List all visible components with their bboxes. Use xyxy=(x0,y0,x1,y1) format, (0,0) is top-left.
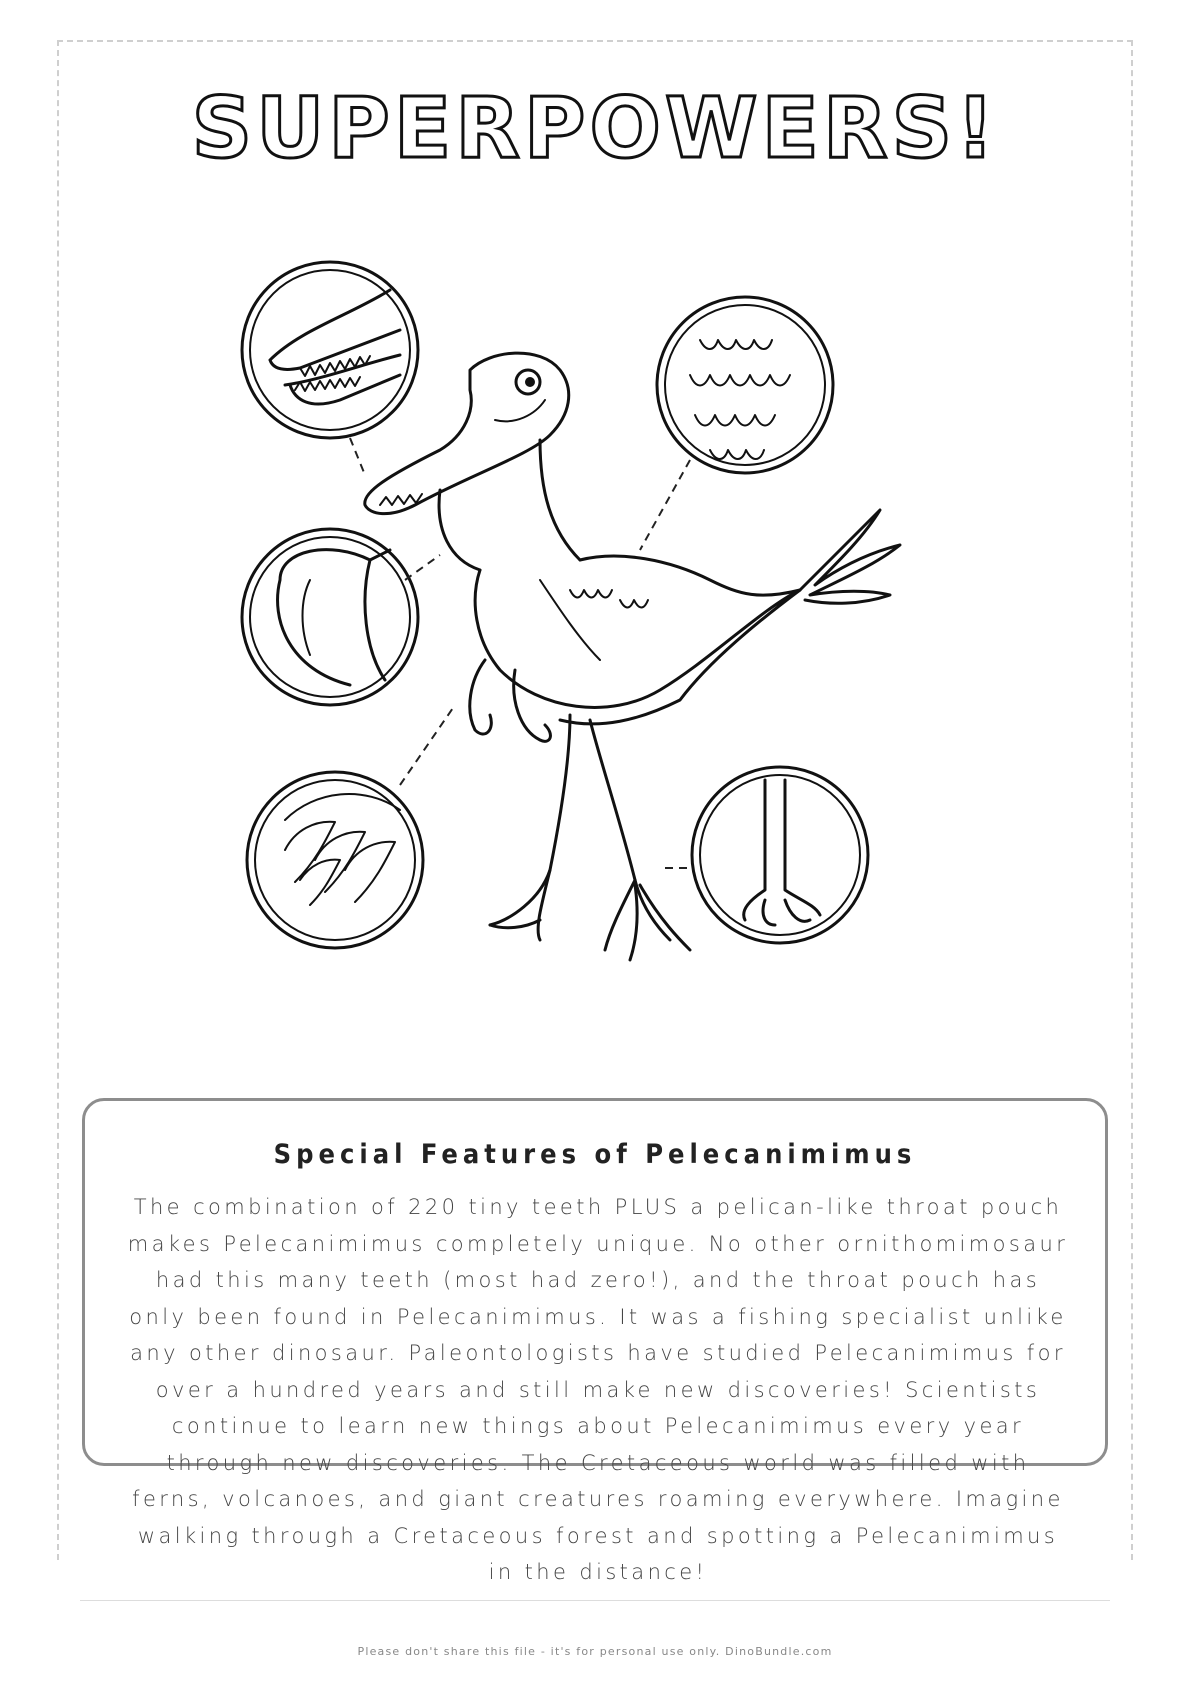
pelecanimimus-illustration xyxy=(240,260,960,1060)
foot-callout-icon xyxy=(692,767,868,943)
dinosaur-outline xyxy=(365,353,900,960)
info-text: The combination of 220 tiny teeth PLUS a pelican-like throat pouch makes Pelecanimimus completely unique. No other ornithomimosaur had this many teeth (most had zero!), and the throat pouch has only been found in Pelecanimimus. It was a fishing specialist unlike any other dinosaur. Paleontologists have studied Pelecanimimus for over a hundred years and still make new discoveries! Scientists continue to learn new things about Pelecanimimus every year through new discoveries. The Cretaceous world was filled with ferns, volcanoes, and giant creatures roaming everywhere. Imagine walking through a Cretaceous forest and spotting a Pelecanimimus in the distance! xyxy=(127,1195,1069,1584)
teeth-callout-icon xyxy=(242,262,418,438)
wing-feathers-callout-icon xyxy=(247,772,423,948)
info-title: Special Features of Pelecanimimus xyxy=(273,1139,917,1170)
info-box xyxy=(82,1098,1108,1584)
throat-pouch-callout-icon xyxy=(242,529,418,705)
page-title: SUPERPOWERS! xyxy=(191,79,999,177)
feathers-callout-icon xyxy=(657,297,833,473)
footer-note: Please don't share this file - it's for personal use only. DinoBundle.com xyxy=(357,1645,833,1658)
footer-divider xyxy=(80,1600,1110,1601)
